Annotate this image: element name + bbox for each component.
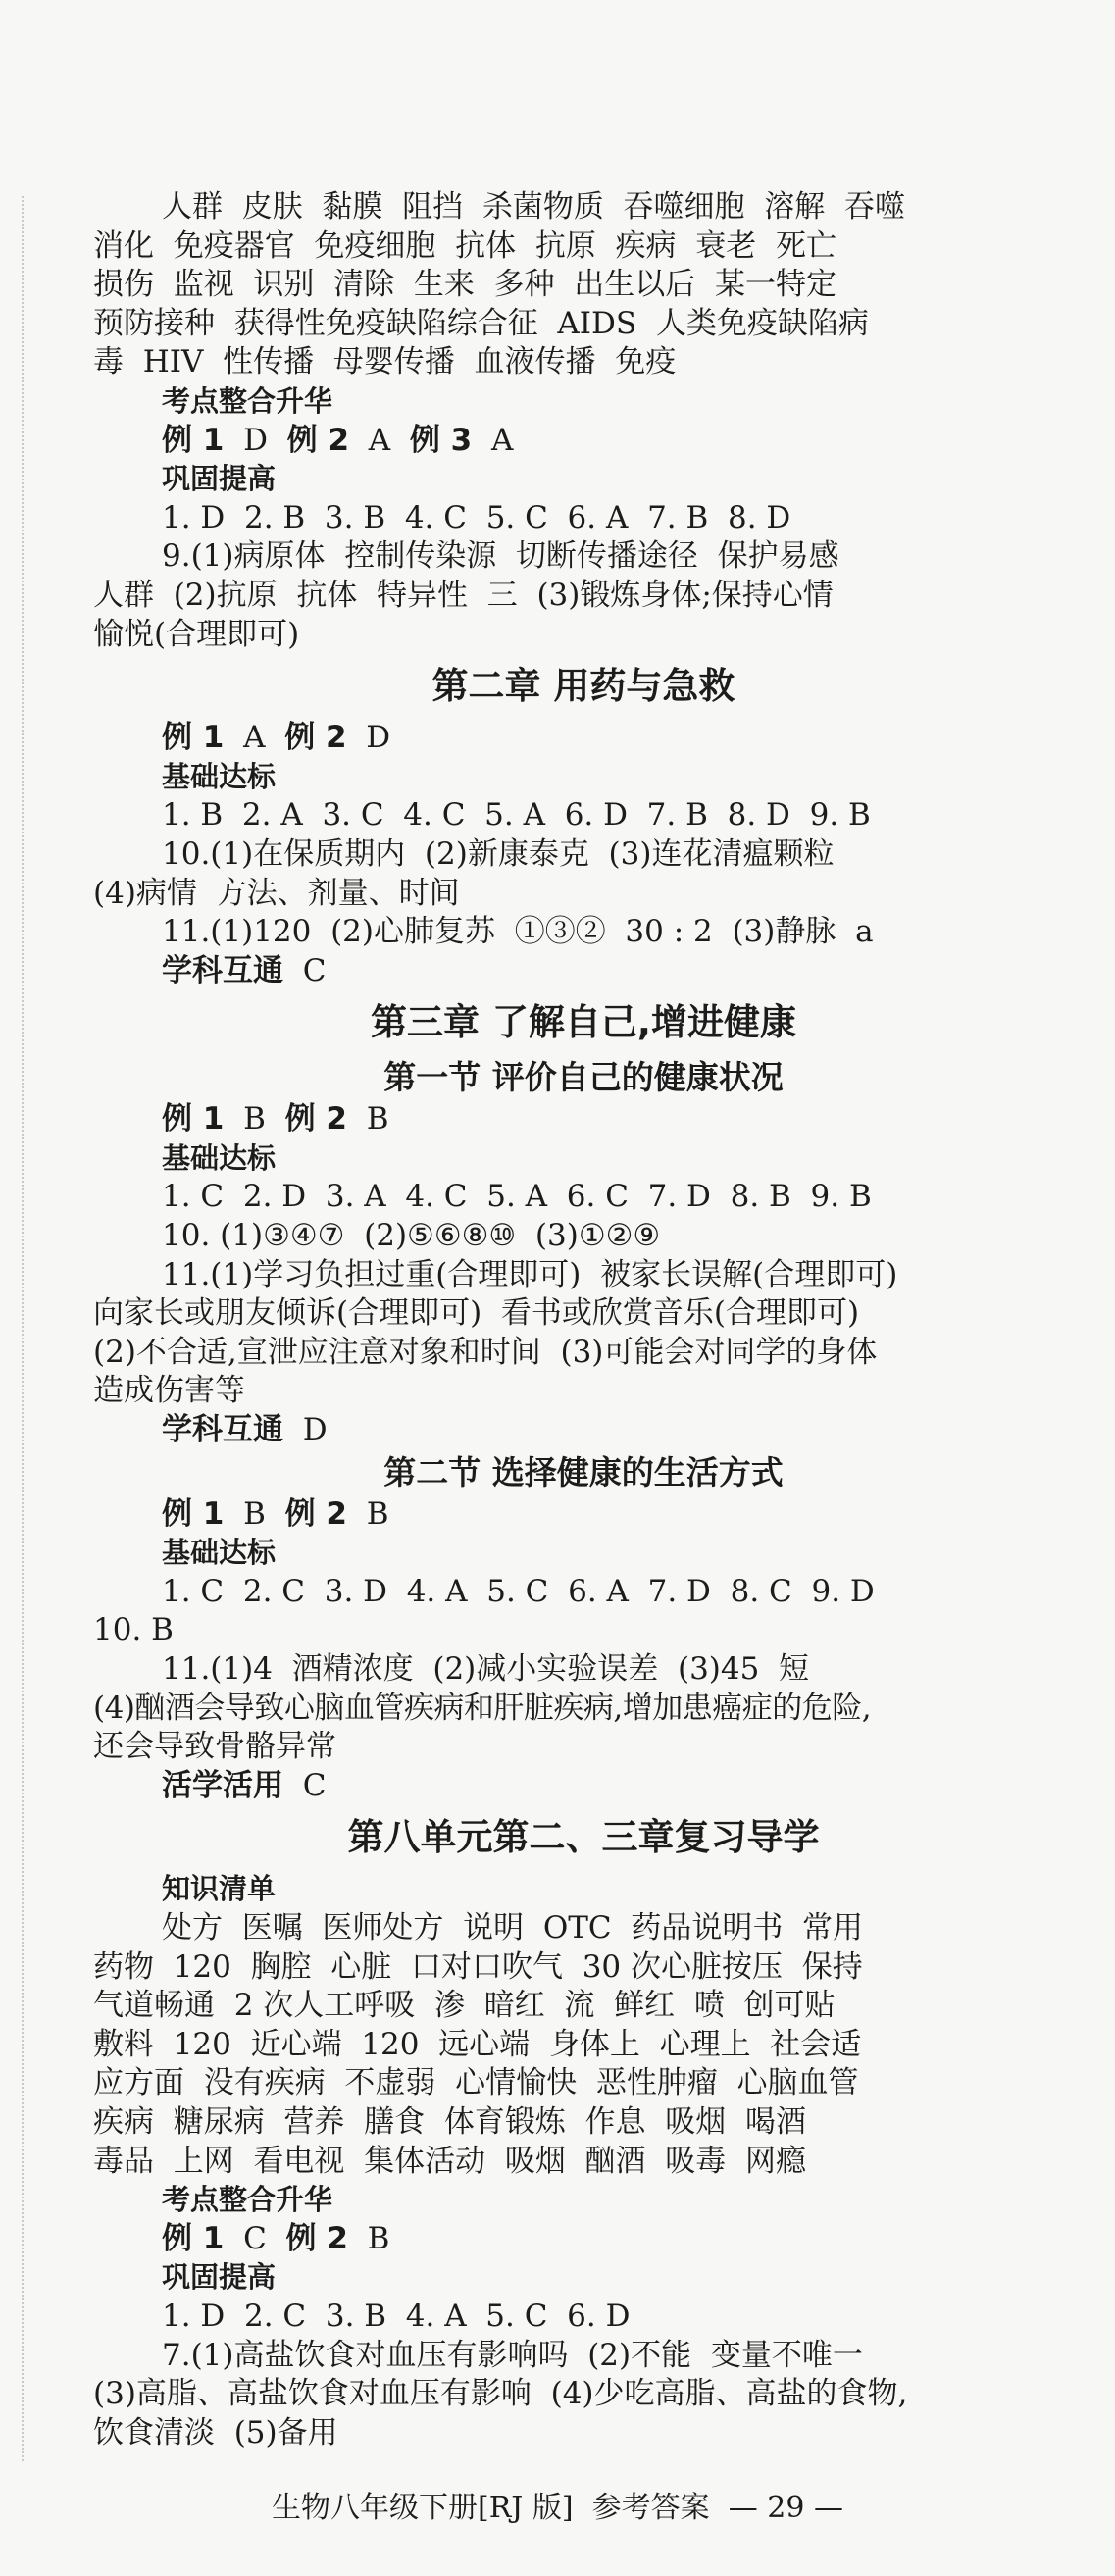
example-label: 例 2 bbox=[284, 720, 347, 756]
huoxue-label: 活学活用 bbox=[162, 1767, 283, 1803]
question-11-line: 向家长或朋友倾诉(合理即可) 看书或欣赏音乐(合理即可) bbox=[93, 1295, 860, 1332]
example-answer: C bbox=[243, 2220, 267, 2256]
subheading-kaodian: 考点整合升华 bbox=[162, 383, 333, 418]
question-11-line: 11.(1)4 酒精浓度 (2)减小实验误差 (3)45 短 bbox=[162, 1651, 810, 1687]
text-line: 应方面 没有疾病 不虚弱 心情愉快 恶性肿瘤 心脑血管 bbox=[93, 2065, 859, 2101]
page-footer: 生物八年级下册[RJ 版] 参考答案 — 29 — bbox=[272, 2491, 843, 2525]
chapter-title-2: 第二章 用药与急救 bbox=[431, 665, 735, 708]
section-review bbox=[93, 1870, 1074, 2452]
example-label: 例 1 bbox=[162, 1101, 225, 1137]
question-7-line: (3)高脂、高盐饮食对血压有影响 (4)少吃高脂、高盐的食物, bbox=[93, 2376, 908, 2412]
example-label: 例 1 bbox=[162, 422, 225, 458]
text-line: 药物 120 胸腔 心脏 口对口吹气 30 次心脏按压 保持 bbox=[93, 1948, 863, 1985]
xueke-label: 学科互通 bbox=[162, 952, 283, 988]
subheading-zhishi: 知识清单 bbox=[162, 1872, 277, 1906]
question-9-line: 人群 (2)抗原 抗体 特异性 三 (3)锻炼身体;保持心情 bbox=[93, 577, 834, 613]
example-answer: D bbox=[243, 422, 268, 458]
term-list-immunity bbox=[93, 188, 1074, 382]
example-answers bbox=[93, 2220, 1074, 2259]
huoxue-huoyong bbox=[93, 1767, 1074, 1806]
chapter-title-3: 第三章 了解自己,增进健康 bbox=[371, 1001, 796, 1044]
example-answer: B bbox=[366, 1101, 389, 1137]
subheading-gonggu: 巩固提高 bbox=[162, 2260, 277, 2295]
choice-answers-cont: 10. B bbox=[93, 1612, 174, 1648]
question-9-line: 9.(1)病原体 控制传染源 切断传播途径 保护易感 bbox=[162, 538, 839, 575]
subheading-jichu: 基础达标 bbox=[162, 1140, 277, 1175]
example-answers bbox=[93, 719, 1074, 758]
text-line: 预防接种 获得性免疫缺陷综合征 AIDS 人类免疫缺陷病 bbox=[93, 305, 869, 341]
question-9-line: 愉悦(合理即可) bbox=[93, 616, 300, 652]
example-answer: B bbox=[243, 1495, 266, 1532]
question-10-line: 10.(1)在保质期内 (2)新康泰克 (3)连花清瘟颗粒 bbox=[162, 835, 835, 872]
example-answer: B bbox=[243, 1101, 266, 1137]
question-11-line: 还会导致骨骼异常 bbox=[93, 1729, 336, 1765]
section-ch2 bbox=[93, 719, 1074, 990]
text-line: 损伤 监视 识别 清除 生来 多种 出生以后 某一特定 bbox=[93, 267, 836, 303]
question-10-line: 10. (1)③④⑦ (2)⑤⑥⑧⑩ (3)①②⑨ bbox=[162, 1218, 661, 1254]
question-7-line: 7.(1)高盐饮食对血压有影响吗 (2)不能 变量不唯一 bbox=[162, 2337, 863, 2373]
subheading-jichu: 基础达标 bbox=[162, 1536, 277, 1570]
subheading-gonggu: 巩固提高 bbox=[162, 462, 277, 496]
example-answer: A bbox=[368, 422, 391, 458]
section-ch3-2 bbox=[93, 1495, 1074, 1806]
section-title-3-1: 第一节 评价自己的健康状况 bbox=[383, 1058, 784, 1097]
question-11-line: 11.(1)学习负担过重(合理即可) 被家长误解(合理即可) bbox=[162, 1256, 898, 1292]
example-label: 例 2 bbox=[284, 1101, 347, 1137]
example-answer: B bbox=[367, 2220, 390, 2256]
choice-answers: 1. B 2. A 3. C 4. C 5. A 6. D 7. B 8. D 9. B bbox=[162, 797, 871, 833]
example-answers bbox=[93, 1100, 1074, 1139]
choice-answers: 1. D 2. B 3. B 4. C 5. C 6. A 7. B 8. D bbox=[162, 499, 791, 535]
text-line: 敷料 120 近心端 120 远心端 身体上 心理上 社会适 bbox=[93, 2026, 862, 2062]
text-line: 气道畅通 2 次人工呼吸 渗 暗红 流 鲜红 喷 创可贴 bbox=[93, 1988, 836, 2024]
xueke-hutong bbox=[93, 1411, 1074, 1450]
example-answer: D bbox=[366, 720, 391, 756]
subheading-kaodian: 考点整合升华 bbox=[162, 2183, 333, 2217]
text-line: 疾病 糖尿病 营养 膳食 体育锻炼 作息 吸烟 喝酒 bbox=[93, 2103, 806, 2140]
choice-answers: 1. D 2. C 3. B 4. A 5. C 6. D bbox=[162, 2298, 631, 2334]
example-label: 例 3 bbox=[409, 422, 473, 458]
question-10-line: (4)病情 方法、剂量、时间 bbox=[93, 875, 460, 911]
choice-answers: 1. C 2. C 3. D 4. A 5. C 6. A 7. D 8. C 9. D bbox=[162, 1573, 875, 1609]
subheading-jichu: 基础达标 bbox=[162, 759, 277, 793]
text-line: 毒 HIV 性传播 母婴传播 血液传播 免疫 bbox=[93, 344, 677, 380]
xueke-hutong bbox=[93, 952, 1074, 991]
xueke-answer: D bbox=[302, 1412, 328, 1448]
example-label: 例 2 bbox=[284, 1495, 347, 1532]
choice-answers: 1. C 2. D 3. A 4. C 5. A 6. C 7. D 8. B 9. B bbox=[162, 1179, 872, 1215]
answer-content bbox=[93, 188, 1074, 2452]
question-11-line: (4)酗酒会导致心脑血管疾病和肝脏疾病,增加患癌症的危险, bbox=[93, 1690, 872, 1726]
example-answers bbox=[93, 1495, 1074, 1535]
text-line: 消化 免疫器官 免疫细胞 抗体 抗原 疾病 衰老 死亡 bbox=[93, 227, 836, 264]
question-11-line: 11.(1)120 (2)心肺复苏 ①③② 30 : 2 (3)静脉 a bbox=[162, 914, 874, 950]
binding-dotted-line bbox=[22, 196, 25, 2461]
example-label: 例 2 bbox=[286, 422, 350, 458]
question-7-line: 饮食清淡 (5)备用 bbox=[93, 2414, 338, 2450]
text-line: 处方 医嘱 医师处方 说明 OTC 药品说明书 常用 bbox=[162, 1909, 864, 1945]
example-answers bbox=[93, 422, 1074, 461]
review-title: 第八单元第二、三章复习导学 bbox=[347, 1816, 820, 1859]
example-answer: A bbox=[490, 422, 514, 458]
huoxue-answer: C bbox=[302, 1767, 327, 1803]
example-label: 例 2 bbox=[285, 2220, 348, 2256]
question-11-line: 造成伤害等 bbox=[93, 1373, 245, 1409]
example-label: 例 1 bbox=[162, 2220, 225, 2256]
xueke-answer: C bbox=[302, 952, 327, 988]
example-answer: A bbox=[243, 720, 266, 756]
text-line: 人群 皮肤 黏膜 阻挡 杀菌物质 吞噬细胞 溶解 吞噬 bbox=[162, 189, 905, 225]
section-ch3-1 bbox=[93, 1100, 1074, 1449]
example-label: 例 1 bbox=[162, 720, 225, 756]
section-title-3-2: 第二节 选择健康的生活方式 bbox=[383, 1452, 784, 1491]
section-review-ch1 bbox=[93, 382, 1074, 654]
text-line: 毒品 上网 看电视 集体活动 吸烟 酗酒 吸毒 网瘾 bbox=[93, 2143, 806, 2179]
example-answer: B bbox=[366, 1495, 389, 1532]
xueke-label: 学科互通 bbox=[162, 1412, 283, 1448]
example-label: 例 1 bbox=[162, 1495, 225, 1532]
question-11-line: (2)不合适,宣泄应注意对象和时间 (3)可能会对同学的身体 bbox=[93, 1334, 878, 1370]
